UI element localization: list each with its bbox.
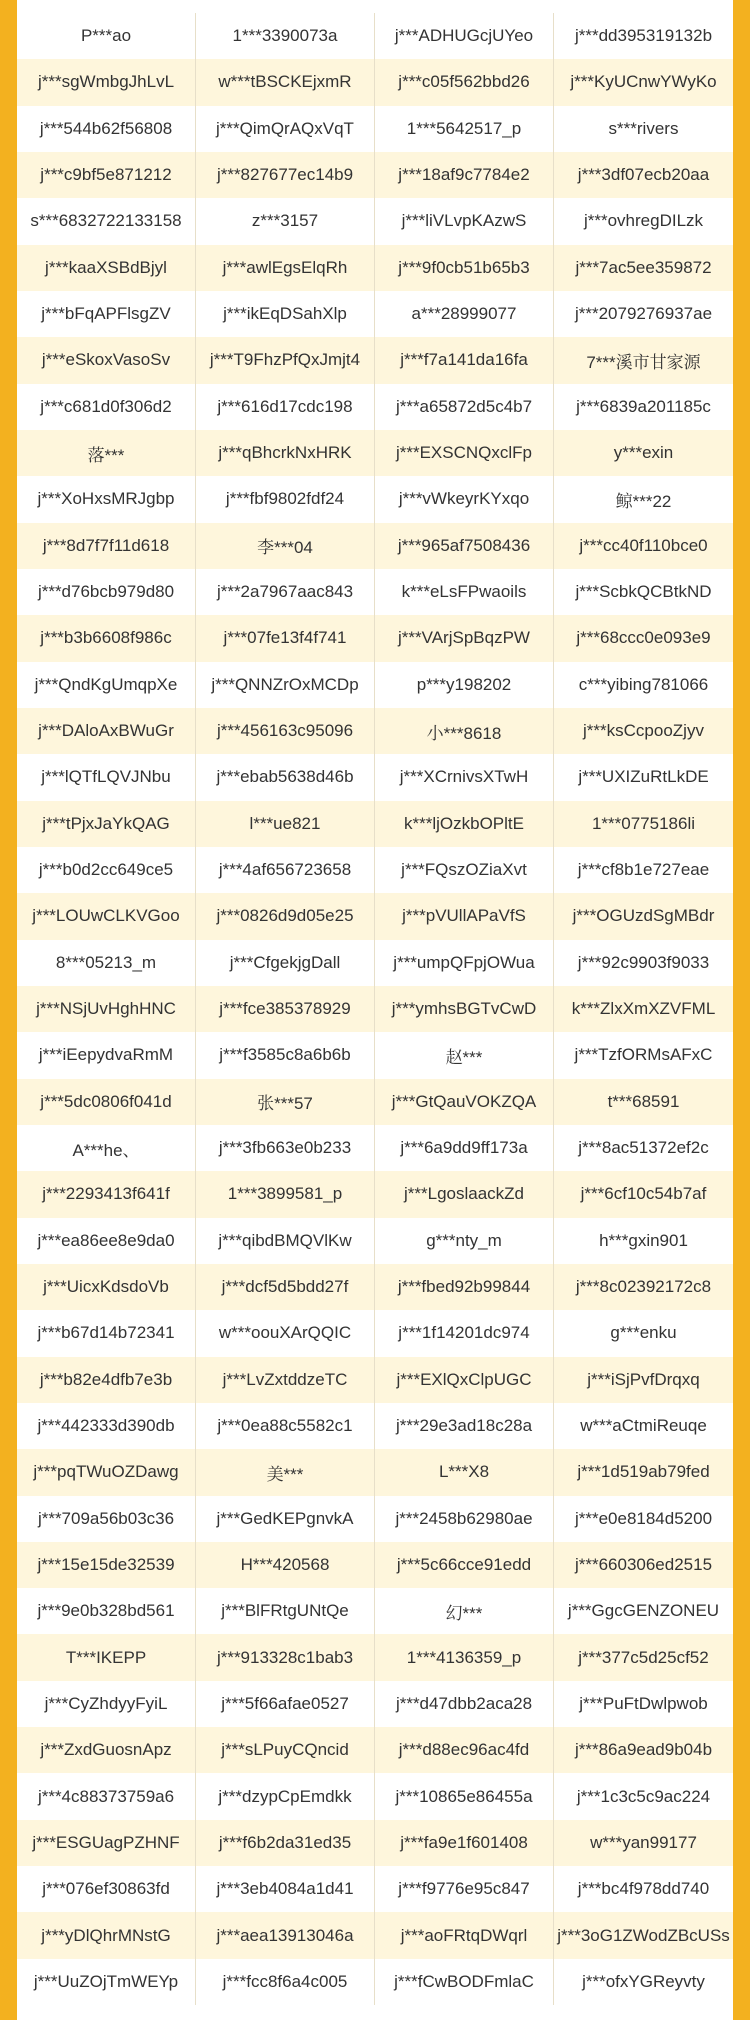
username-cell: j***dcf5d5bdd27f	[196, 1264, 375, 1310]
username-cell: j***913328c1bab3	[196, 1634, 375, 1680]
username-cell: j***QndKgUmqpXe	[17, 662, 196, 708]
username-cell: j***f3585c8a6b6b	[196, 1032, 375, 1078]
table-row	[17, 569, 733, 615]
username-cell: j***b3b6608f986c	[17, 615, 196, 661]
username-cell: j***iSjPvfDrqxq	[587, 1369, 700, 1389]
username-cell: j***BlFRtgUNtQe	[196, 1588, 375, 1634]
username-cell: j***456163c95096	[196, 708, 375, 754]
username-cell: j***3oG1ZWodZBcUSs	[557, 1925, 730, 1945]
table-row	[17, 1820, 733, 1866]
username-cell: j***qBhcrkNxHRK	[196, 430, 375, 476]
username-cell: j***5dc0806f041d	[17, 1079, 196, 1125]
table-row	[17, 1357, 733, 1403]
table-row	[17, 1125, 733, 1171]
username-cell: j***VArjSpBqzPW	[375, 615, 554, 661]
table-row	[17, 1171, 733, 1217]
username-cell: j***f6b2da31ed35	[196, 1820, 375, 1866]
username-cell: j***ZxdGuosnApz	[17, 1727, 196, 1773]
username-cell: j***pVUllAPaVfS	[375, 893, 554, 939]
username-cell: j***XoHxsMRJgbp	[17, 476, 196, 522]
username-cell: j***qibdBMQVlKw	[196, 1218, 375, 1264]
username-cell: j***EXlQxClpUGC	[375, 1357, 554, 1403]
username-cell: j***d47dbb2aca28	[375, 1681, 554, 1727]
username-cell: j***sgWmbgJhLvL	[17, 59, 196, 105]
username-cell: A***he、	[17, 1125, 196, 1171]
username-cell: s***6832722133158	[17, 198, 196, 244]
username-cell: w***oouXArQQIC	[196, 1310, 375, 1356]
username-cell: H***420568	[196, 1542, 375, 1588]
username-cell: j***ovhregDILzk	[583, 211, 704, 231]
username-cell: j***pqTWuOZDawg	[17, 1449, 196, 1495]
username-cell: j***awlEgsElqRh	[196, 245, 375, 291]
username-cell: j***827677ec14b9	[196, 152, 375, 198]
username-cell: y***exin	[613, 443, 674, 463]
table-row	[17, 1496, 733, 1542]
table-row	[17, 1727, 733, 1773]
table-row	[17, 1959, 733, 2005]
username-cell: j***4af656723658	[196, 847, 375, 893]
username-cell: j***2079276937ae	[574, 304, 713, 324]
username-cell: j***FQszOZiaXvt	[375, 847, 554, 893]
table-row	[17, 13, 733, 59]
username-cell: j***ea86ee8e9da0	[17, 1218, 196, 1264]
username-cell: j***1c3c5c9ac224	[576, 1786, 711, 1806]
username-cell: j***b82e4dfb7e3b	[17, 1357, 196, 1403]
username-cell: j***29e3ad18c28a	[375, 1403, 554, 1449]
username-cell: j***f9776e95c847	[375, 1866, 554, 1912]
table-row	[17, 801, 733, 847]
username-cell: j***GedKEPgnvkA	[196, 1496, 375, 1542]
username-cell: g***nty_m	[375, 1218, 554, 1264]
username-cell: j***6cf10c54b7af	[580, 1184, 707, 1204]
username-cell: j***ESGUagPZHNF	[17, 1820, 196, 1866]
table-row	[17, 245, 733, 291]
table-row	[17, 523, 733, 569]
username-cell: k***eLsFPwaoils	[375, 569, 554, 615]
username-cell: j***QNNZrOxMCDp	[196, 662, 375, 708]
table-row	[17, 337, 733, 383]
table-row	[17, 1403, 733, 1449]
username-cell: j***07fe13f4f741	[196, 615, 375, 661]
table-row	[17, 940, 733, 986]
table-row	[17, 1634, 733, 1680]
username-cell: j***cf8b1e727eae	[577, 860, 710, 880]
username-cell: t***68591	[607, 1091, 680, 1111]
username-cell: j***umpQFpjOWua	[375, 940, 554, 986]
table-row	[17, 198, 733, 244]
username-cell: j***T9FhzPfQxJmjt4	[196, 337, 375, 383]
username-cell: j***tPjxJaYkQAG	[17, 801, 196, 847]
username-cell: w***tBSCKEjxmR	[196, 59, 375, 105]
table-row	[17, 1542, 733, 1588]
username-cell: j***fce385378929	[196, 986, 375, 1032]
username-cell: j***CfgekjgDall	[196, 940, 375, 986]
username-cell: 鲸***22	[615, 491, 672, 511]
table-row	[17, 152, 733, 198]
table-row	[17, 59, 733, 105]
table-row	[17, 291, 733, 337]
username-cell: j***5f66afae0527	[196, 1681, 375, 1727]
username-cell: j***a65872d5c4b7	[375, 384, 554, 430]
table-row	[17, 1079, 733, 1125]
username-cell: j***709a56b03c36	[17, 1496, 196, 1542]
username-cell: 7***溪市甘家源	[586, 352, 701, 372]
username-cell: 1***3899581_p	[196, 1171, 375, 1217]
username-cell: j***3df07ecb20aa	[577, 165, 710, 185]
username-cell: j***5c66cce91edd	[375, 1542, 554, 1588]
username-cell: j***660306ed2515	[574, 1554, 713, 1574]
username-cell: j***c05f562bbd26	[375, 59, 554, 105]
username-cell: w***aCtmiReuqe	[580, 1416, 707, 1435]
username-cell: j***EXSCNQxclFp	[375, 430, 554, 476]
table-row	[17, 662, 733, 708]
table-row	[17, 615, 733, 661]
username-cell: P***ao	[17, 13, 196, 59]
username-cell: p***y198202	[375, 662, 554, 708]
username-cell: j***KyUCnwYWyKo	[570, 72, 717, 92]
username-cell: j***LgoslaackZd	[375, 1171, 554, 1217]
username-cell: j***fbf9802fdf24	[196, 476, 375, 522]
username-cell: a***28999077	[375, 291, 554, 337]
table-row	[17, 893, 733, 939]
username-cell: j***TzfORMsAFxC	[574, 1045, 713, 1065]
username-cell: j***eSkoxVasoSv	[17, 337, 196, 383]
username-cell: 美***	[196, 1449, 375, 1495]
table-row	[17, 1588, 733, 1634]
username-cell: j***18af9c7784e2	[375, 152, 554, 198]
username-cell: j***DAloAxBWuGr	[17, 708, 196, 754]
username-cell: j***ebab5638d46b	[196, 754, 375, 800]
username-cell: j***fa9e1f601408	[375, 1820, 554, 1866]
username-cell: j***PuFtDwlpwob	[579, 1693, 708, 1713]
username-cell: j***d88ec96ac4fd	[375, 1727, 554, 1773]
username-cell: j***vWkeyrKYxqo	[375, 476, 554, 522]
username-cell: 1***5642517_p	[375, 106, 554, 152]
table-row	[17, 1032, 733, 1078]
username-cell: 1***0775186li	[591, 813, 696, 833]
username-cell: j***1d519ab79fed	[577, 1462, 710, 1482]
username-cell: j***LvZxtddzeTC	[196, 1357, 375, 1403]
username-cell: j***UicxKdsdoVb	[17, 1264, 196, 1310]
username-cell: L***X8	[375, 1449, 554, 1495]
table-row	[17, 847, 733, 893]
username-cell: j***NSjUvHghHNC	[17, 986, 196, 1032]
username-cell: j***fbed92b99844	[375, 1264, 554, 1310]
username-cell: j***6a9dd9ff173a	[375, 1125, 554, 1171]
username-cell: j***8c02392172c8	[575, 1277, 712, 1297]
username-cell: j***sLPuyCQncid	[196, 1727, 375, 1773]
username-cell: j***442333d390db	[17, 1403, 196, 1449]
username-cell: j***ksCcpooZjyv	[583, 721, 704, 741]
table-row	[17, 430, 733, 476]
username-cell: j***3fb663e0b233	[196, 1125, 375, 1171]
username-cell: j***liVLvpKAzwS	[375, 198, 554, 244]
username-cell: j***XCrnivsXTwH	[375, 754, 554, 800]
username-cell: j***f7a141da16fa	[375, 337, 554, 383]
username-cell: l***ue821	[196, 801, 375, 847]
username-cell: j***544b62f56808	[17, 106, 196, 152]
username-cell: j***GgcGENZONEU	[567, 1601, 720, 1621]
table-row	[17, 1866, 733, 1912]
username-cell: j***9e0b328bd561	[17, 1588, 196, 1634]
username-cell: j***8d7f7f11d618	[17, 523, 196, 569]
username-cell: T***IKEPP	[17, 1634, 196, 1680]
username-cell: j***ScbkQCBtkND	[575, 582, 712, 602]
username-cell: h***gxin901	[599, 1230, 688, 1250]
username-cell: j***fCwBODFmlaC	[375, 1959, 554, 2005]
username-cell: j***4c88373759a6	[17, 1773, 196, 1819]
username-cell: j***ADHUGcjUYeo	[375, 13, 554, 59]
username-cell: 幻***	[375, 1588, 554, 1634]
table-row	[17, 754, 733, 800]
username-cell: w***yan99177	[590, 1832, 697, 1852]
username-cell: g***enku	[610, 1323, 677, 1343]
username-cell: j***076ef30863fd	[17, 1866, 196, 1912]
username-cell: j***aea13913046a	[196, 1912, 375, 1958]
username-cell: k***ljOzkbOPltE	[375, 801, 554, 847]
username-cell: j***86a9ead9b04b	[574, 1740, 713, 1760]
username-cell: j***GtQauVOKZQA	[375, 1079, 554, 1125]
table-row	[17, 1681, 733, 1727]
username-cell: j***6839a201185c	[576, 396, 711, 416]
username-cell: 8***05213_m	[17, 940, 196, 986]
username-cell: j***OGUzdSgMBdr	[572, 906, 715, 926]
username-cell: j***LOUwCLKVGoo	[17, 893, 196, 939]
table-row	[17, 1264, 733, 1310]
username-cell: j***2293413f641f	[17, 1171, 196, 1217]
username-cell: j***lQTfLQVJNbu	[17, 754, 196, 800]
username-cell: j***bc4f978dd740	[577, 1879, 710, 1899]
username-cell: j***3eb4084a1d41	[196, 1866, 375, 1912]
username-cell: j***cc40f110bce0	[579, 535, 708, 555]
participant-table	[17, 0, 733, 2020]
table-row	[17, 1912, 733, 1958]
username-cell: j***d76bcb979d80	[17, 569, 196, 615]
username-cell: j***iEepydvaRmM	[17, 1032, 196, 1078]
username-cell: j***e0e8184d5200	[574, 1508, 713, 1528]
table-row	[17, 1310, 733, 1356]
username-cell: 李***04	[196, 523, 375, 569]
username-cell: j***377c5d25cf52	[578, 1647, 709, 1667]
username-cell: z***3157	[196, 198, 375, 244]
username-cell: 小***8618	[375, 708, 554, 754]
username-cell: j***fcc8f6a4c005	[196, 1959, 375, 2005]
username-cell: j***CyZhdyyFyiL	[17, 1681, 196, 1727]
table-row	[17, 476, 733, 522]
username-cell: j***0ea88c5582c1	[196, 1403, 375, 1449]
username-cell: j***ofxYGReyvty	[582, 1971, 705, 1991]
username-cell: j***15e15de32539	[17, 1542, 196, 1588]
table-rows	[17, 13, 733, 2005]
username-cell: j***2458b62980ae	[375, 1496, 554, 1542]
username-cell: j***dd395319132b	[574, 26, 713, 46]
username-cell: j***92c9903f9033	[577, 952, 710, 972]
username-cell: j***b67d14b72341	[17, 1310, 196, 1356]
username-cell: 赵***	[375, 1032, 554, 1078]
username-cell: j***aoFRtqDWqrl	[375, 1912, 554, 1958]
username-cell: j***1f14201dc974	[375, 1310, 554, 1356]
username-cell: j***QimQrAQxVqT	[196, 106, 375, 152]
username-cell: 1***4136359_p	[375, 1634, 554, 1680]
username-cell: j***7ac5ee359872	[575, 257, 712, 277]
username-cell: j***UuZOjTmWEYp	[17, 1959, 196, 2005]
username-cell: j***kaaXSBdBjyl	[17, 245, 196, 291]
username-cell: j***c9bf5e871212	[17, 152, 196, 198]
username-cell: 张***57	[196, 1079, 375, 1125]
username-cell: j***bFqAPFlsgZV	[17, 291, 196, 337]
username-cell: 1***3390073a	[196, 13, 375, 59]
username-cell: j***UXIZuRtLkDE	[578, 767, 709, 787]
table-row	[17, 708, 733, 754]
username-cell: j***2a7967aac843	[196, 569, 375, 615]
username-cell: 落***	[17, 430, 196, 476]
table-row	[17, 1773, 733, 1819]
username-cell: j***c681d0f306d2	[17, 384, 196, 430]
username-cell: j***616d17cdc198	[196, 384, 375, 430]
username-cell: j***ikEqDSahXlp	[196, 291, 375, 337]
username-cell: j***dzypCpEmdkk	[196, 1773, 375, 1819]
username-cell: k***ZlxXmXZVFML	[571, 999, 716, 1019]
table-row	[17, 1218, 733, 1264]
username-cell: s***rivers	[608, 118, 679, 138]
username-cell: j***8ac51372ef2c	[578, 1138, 709, 1158]
username-cell: c***yibing781066	[578, 674, 709, 694]
username-cell: j***9f0cb51b65b3	[375, 245, 554, 291]
table-row	[17, 986, 733, 1032]
username-cell: j***68ccc0e093e9	[576, 628, 711, 648]
username-cell: j***10865e86455a	[375, 1773, 554, 1819]
username-cell: j***965af7508436	[375, 523, 554, 569]
username-cell: j***ymhsBGTvCwD	[375, 986, 554, 1032]
table-row	[17, 1449, 733, 1495]
table-row	[17, 384, 733, 430]
table-row	[17, 106, 733, 152]
username-cell: j***b0d2cc649ce5	[17, 847, 196, 893]
username-cell: j***yDlQhrMNstG	[17, 1912, 196, 1958]
username-cell: j***0826d9d05e25	[196, 893, 375, 939]
